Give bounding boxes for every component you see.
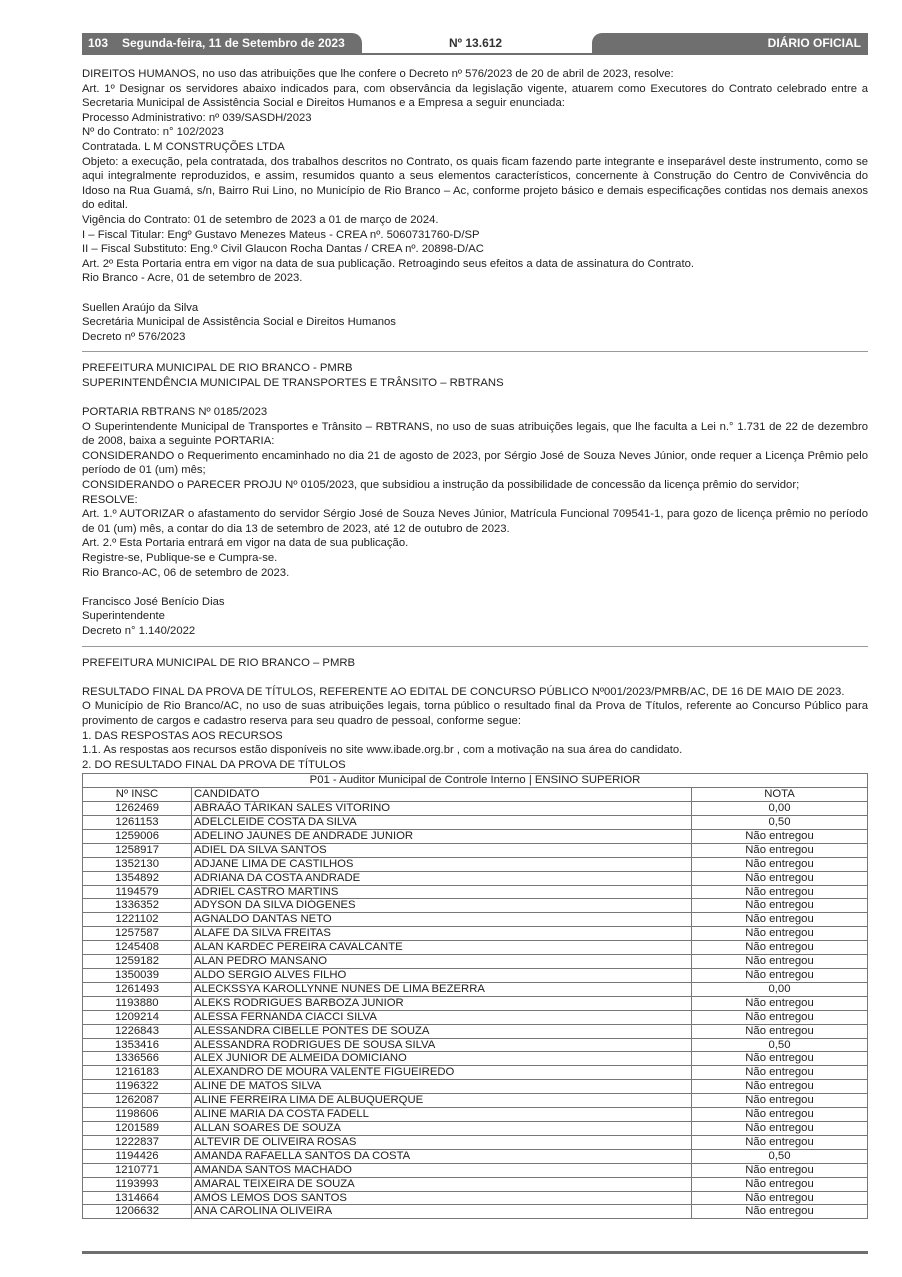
cell-candidate: ABRAÃO TÁRIKAN SALES VITORINO xyxy=(192,802,692,816)
cell-candidate: ALAFE DA SILVA FREITAS xyxy=(192,927,692,941)
publication-title: DIÁRIO OFICIAL xyxy=(767,36,861,50)
cell-insc: 1196322 xyxy=(83,1080,192,1094)
cell-candidate: ALTEVIR DE OLIVEIRA ROSAS xyxy=(192,1135,692,1149)
table-row xyxy=(83,802,868,816)
cell-candidate: ADELCLEIDE COSTA DA SILVA xyxy=(192,816,692,830)
table-row xyxy=(83,829,868,843)
paragraph: II – Fiscal Substituto: Eng.º Civil Glaucon Rocha Dantas / CREA nº. 20898-D/AC xyxy=(82,243,484,256)
table-row xyxy=(83,1135,868,1149)
table-row xyxy=(83,969,868,983)
paragraph: Art. 2.º Esta Portaria entrará em vigor na data de sua publicação. xyxy=(82,537,409,550)
cell-insc: 1352130 xyxy=(83,857,192,871)
section-heading: SUPERINTENDÊNCIA MUNICIPAL DE TRANSPORTES E TRÂNSITO – RBTRANS xyxy=(82,376,504,389)
cell-grade: Não entregou xyxy=(692,1108,868,1122)
paragraph: RESULTADO FINAL DA PROVA DE TÍTULOS, REFERENTE AO EDITAL DE CONCURSO PÚBLICO Nº001/2023/PMRB/AC, DE 16 DE MAIO DE 2023. xyxy=(82,685,845,698)
cell-insc: 1201589 xyxy=(83,1121,192,1135)
cell-insc: 1336352 xyxy=(83,899,192,913)
cell-grade: Não entregou xyxy=(692,829,868,843)
cell-grade: Não entregou xyxy=(692,996,868,1010)
table-row xyxy=(83,843,868,857)
paragraph: Art. 2º Esta Portaria entra em vigor na data de sua publicação. Retroagindo seus efeitos a data de assinatura do Contrato. xyxy=(82,257,695,270)
section-divider xyxy=(82,351,868,352)
cell-candidate: ALEXANDRO DE MOURA VALENTE FIGUEIREDO xyxy=(192,1066,692,1080)
portaria-title: PORTARIA RBTRANS Nº 0185/2023 xyxy=(82,406,268,419)
page-header xyxy=(82,33,868,53)
table-row xyxy=(83,1052,868,1066)
table-row xyxy=(83,913,868,927)
cell-candidate: ALESSA FERNANDA CIACCI SILVA xyxy=(192,1010,692,1024)
document-body xyxy=(82,55,868,1219)
table-row xyxy=(83,1191,868,1205)
cell-candidate: ALEKS RODRIGUES BARBOZA JUNIOR xyxy=(192,996,692,1010)
cell-candidate: ALAN PEDRO MANSANO xyxy=(192,955,692,969)
table-row xyxy=(83,941,868,955)
table-row xyxy=(83,1108,868,1122)
cell-grade: 0,00 xyxy=(692,802,868,816)
cell-candidate: ALINE FERREIRA LIMA DE ALBUQUERQUE xyxy=(192,1094,692,1108)
paragraph: 2. DO RESULTADO FINAL DA PROVA DE TÍTULOS xyxy=(82,758,346,771)
cell-candidate: ALAN KARDEC PEREIRA CAVALCANTE xyxy=(192,941,692,955)
cell-insc: 1216183 xyxy=(83,1066,192,1080)
cell-insc: 1222837 xyxy=(83,1135,192,1149)
paragraph: DIREITOS HUMANOS, no uso das atribuições que lhe confere o Decreto nº 576/2023 de 20 de abril de 2023, resolve: xyxy=(82,68,674,80)
signatory-decree: Decreto n° 1.140/2022 xyxy=(82,624,196,637)
cell-grade: Não entregou xyxy=(692,885,868,899)
cell-candidate: ALESSANDRA CIBELLE PONTES DE SOUZA xyxy=(192,1024,692,1038)
gazette-page xyxy=(82,33,868,1219)
cell-candidate: ADYSON DA SILVA DIÓGENES xyxy=(192,899,692,913)
cell-insc: 1259182 xyxy=(83,955,192,969)
cell-insc: 1198606 xyxy=(83,1108,192,1122)
paragraph: O Superintendente Municipal de Transportes e Trânsito – RBTRANS, no uso de suas atribuições legais, que lhe faculta a Lei n.° 1.731 de 22 de dezembro de 2008, baixa a seguinte PORTARIA: xyxy=(82,420,868,448)
cell-insc: 1261493 xyxy=(83,982,192,996)
table-row xyxy=(83,871,868,885)
cell-grade: Não entregou xyxy=(692,843,868,857)
cell-grade: 0,50 xyxy=(692,1038,868,1052)
cell-insc: 1193880 xyxy=(83,996,192,1010)
paragraph: I – Fiscal Titular: Engº Gustavo Menezes Mateus - CREA nº. 5060731760-D/SP xyxy=(82,228,480,241)
paragraph: O Município de Rio Branco/AC, no uso de suas atribuições legais, torna público o resultado final da Prova de Títulos, referente ao Concurso Público para provimento de cargos e cadastro reserva para seu quadro de pessoal, conforme segue: xyxy=(82,700,868,727)
cell-candidate: ALINE MARIA DA COSTA FADELL xyxy=(192,1108,692,1122)
table-row xyxy=(83,1080,868,1094)
signatory-role: Superintendente xyxy=(82,610,165,623)
cell-insc: 1209214 xyxy=(83,1010,192,1024)
paragraph: Objeto: a execução, pela contratada, dos trabalhos descritos no Contrato, os quais ficam fazendo parte integrante e inseparável deste instrumento, como se aqui integralmente reproduzidos, e assim, resumidos quanto a seus elementos característicos, concernente à Construção do Centro de Convivência do Idoso na Rua Guamá, s/n, Bairro Rui Lino, no Município de Rio Branco – Ac, conforme projeto básico e demais especificações contidas nos demais anexos do edital. xyxy=(82,155,868,212)
cell-grade: Não entregou xyxy=(692,857,868,871)
cell-candidate: ALINE DE MATOS SILVA xyxy=(192,1080,692,1094)
table-row xyxy=(83,927,868,941)
cell-insc: 1210771 xyxy=(83,1163,192,1177)
paragraph: Art. 1.º AUTORIZAR o afastamento do servidor Sérgio José de Souza Neves Júnior, Matrícula Funcional 709541-1, para gozo de licença prêmio no período de 01 (um) mês, a contar do dia 13 de setembro de 2023, até 12 de outubro de 2023. xyxy=(82,508,868,535)
table-row xyxy=(83,982,868,996)
cell-candidate: ADRIEL CASTRO MARTINS xyxy=(192,885,692,899)
cell-grade: Não entregou xyxy=(692,871,868,885)
paragraph: Registre-se, Publique-se e Cumpra-se. xyxy=(82,552,278,564)
cell-candidate: ADELINO JAUNES DE ANDRADE JUNIOR xyxy=(192,829,692,843)
table-row xyxy=(83,996,868,1010)
section-heading: PREFEITURA MUNICIPAL DE RIO BRANCO – PMRB xyxy=(82,656,356,669)
cell-candidate: AGNALDO DANTAS NETO xyxy=(192,913,692,927)
issue-number: Nº 13.612 xyxy=(449,36,503,50)
cell-grade: Não entregou xyxy=(692,1205,868,1219)
table-row xyxy=(83,1177,868,1191)
paragraph: Vigência do Contrato: 01 de setembro de 2023 a 01 de março de 2024. xyxy=(82,213,439,226)
issue-date: Segunda-feira, 11 de Setembro de 2023 xyxy=(122,36,345,50)
paragraph: Nº do Contrato: n° 102/2023 xyxy=(82,126,224,139)
signatory-name: Suellen Araújo da Silva xyxy=(82,301,199,314)
cell-insc: 1261153 xyxy=(83,816,192,830)
cell-grade: Não entregou xyxy=(692,1191,868,1205)
cell-grade: Não entregou xyxy=(692,1080,868,1094)
cell-insc: 1259006 xyxy=(83,829,192,843)
table-row xyxy=(83,1094,868,1108)
paragraph: Rio Branco - Acre, 01 de setembro de 2023. xyxy=(82,272,303,285)
cell-grade: Não entregou xyxy=(692,1177,868,1191)
cell-grade: Não entregou xyxy=(692,1010,868,1024)
cell-insc: 1262087 xyxy=(83,1094,192,1108)
paragraph: 1.1. As respostas aos recursos estão disponíveis no site www.ibade.org.br , com a motivação na sua área do candidato. xyxy=(82,744,683,757)
cell-insc: 1258917 xyxy=(83,843,192,857)
section-contest-results xyxy=(82,656,868,1220)
paragraph: Processo Administrativo: nº 039/SASDH/2023 xyxy=(82,111,312,124)
page-number: 103 xyxy=(88,36,109,50)
paragraph: Art. 1º Designar os servidores abaixo indicados para, com observância da legislação vigente, atuarem como Executores do Contrato celebrado entre a Secretaria Municipal de Assistência Social e Direitos Humanos e a Empresa a seguir enunciada: xyxy=(82,82,868,110)
signatory-name: Francisco José Benício Dias xyxy=(82,595,225,608)
table-row xyxy=(83,816,868,830)
section-rbtrans-portaria xyxy=(82,361,868,638)
cell-candidate: ALESSANDRA RODRIGUES DE SOUSA SILVA xyxy=(192,1038,692,1052)
cell-grade: 0,50 xyxy=(692,816,868,830)
cell-insc: 1336566 xyxy=(83,1052,192,1066)
cell-grade: Não entregou xyxy=(692,969,868,983)
column-header-insc: Nº INSC xyxy=(83,788,192,802)
paragraph: CONSIDERANDO o PARECER PROJU Nº 0105/2023, que subsidiou a instrução da possibilidade de concessão da licença prêmio do servidor; xyxy=(82,479,800,492)
cell-grade: Não entregou xyxy=(692,1135,868,1149)
header-left-band xyxy=(82,33,362,53)
cell-grade: Não entregou xyxy=(692,1024,868,1038)
table-row xyxy=(83,899,868,913)
cell-grade: Não entregou xyxy=(692,927,868,941)
cell-candidate: ADRIANA DA COSTA ANDRADE xyxy=(192,871,692,885)
cell-insc: 1354892 xyxy=(83,871,192,885)
cell-insc: 1350039 xyxy=(83,969,192,983)
header-right-band xyxy=(592,33,868,53)
column-header-candidate: CANDIDATO xyxy=(192,788,692,802)
cell-grade: Não entregou xyxy=(692,1094,868,1108)
cell-candidate: ALDO SERGIO ALVES FILHO xyxy=(192,969,692,983)
cell-grade: Não entregou xyxy=(692,1052,868,1066)
paragraph: CONSIDERANDO o Requerimento encaminhado no dia 21 de agosto de 2023, por Sérgio José de Souza Neves Júnior, onde requer a Licença Prêmio pelo período de 01 (um) mês; xyxy=(82,449,868,477)
table-row xyxy=(83,1205,868,1219)
cell-insc: 1262469 xyxy=(83,802,192,816)
cell-insc: 1194579 xyxy=(83,885,192,899)
cell-candidate: AMANDA SANTOS MACHADO xyxy=(192,1163,692,1177)
signature-block xyxy=(82,301,868,345)
section-heading: PREFEITURA MUNICIPAL DE RIO BRANCO - PMRB xyxy=(82,362,353,375)
table-row xyxy=(83,857,868,871)
cell-grade: Não entregou xyxy=(692,1121,868,1135)
paragraph: RESOLVE: xyxy=(82,493,138,506)
cell-insc: 1193993 xyxy=(83,1177,192,1191)
cell-candidate: AMARAL TEIXEIRA DE SOUZA xyxy=(192,1177,692,1191)
cell-grade: Não entregou xyxy=(692,955,868,969)
cell-grade: Não entregou xyxy=(692,941,868,955)
cell-candidate: ADJANE LIMA DE CASTILHOS xyxy=(192,857,692,871)
cell-candidate: ALEX JUNIOR DE ALMEIDA DOMICIANO xyxy=(192,1052,692,1066)
table-row xyxy=(83,1066,868,1080)
table-body xyxy=(83,802,868,1219)
table-row xyxy=(83,1038,868,1052)
signatory-role: Secretária Municipal de Assistência Social e Direitos Humanos xyxy=(82,316,396,329)
column-header-grade: NOTA xyxy=(692,788,868,802)
section-divider xyxy=(82,646,868,647)
signatory-decree: Decreto nº 576/2023 xyxy=(82,330,186,343)
table-row xyxy=(83,1010,868,1024)
cell-grade: Não entregou xyxy=(692,1163,868,1177)
table-row xyxy=(83,1121,868,1135)
cell-insc: 1194426 xyxy=(83,1149,192,1163)
cell-insc: 1353416 xyxy=(83,1038,192,1052)
paragraph: 1. DAS RESPOSTAS AOS RECURSOS xyxy=(82,729,283,742)
footer-rule xyxy=(82,1251,868,1254)
table-row xyxy=(83,1024,868,1038)
table-row xyxy=(83,1149,868,1163)
cell-candidate: AMÓS LEMOS DOS SANTOS xyxy=(192,1191,692,1205)
results-table xyxy=(82,773,868,1219)
cell-insc: 1221102 xyxy=(83,913,192,927)
cell-insc: 1226843 xyxy=(83,1024,192,1038)
cell-candidate: AMANDA RAFAELLA SANTOS DA COSTA xyxy=(192,1149,692,1163)
cell-grade: Não entregou xyxy=(692,1066,868,1080)
cell-grade: Não entregou xyxy=(692,913,868,927)
cell-candidate: ALECKSSYA KAROLLYNNE NUNES DE LIMA BEZERRA xyxy=(192,982,692,996)
table-row xyxy=(83,1163,868,1177)
table-caption: P01 - Auditor Municipal de Controle Interno | ENSINO SUPERIOR xyxy=(83,774,868,788)
cell-insc: 1314664 xyxy=(83,1191,192,1205)
cell-insc: 1206632 xyxy=(83,1205,192,1219)
paragraph: Contratada. L M CONSTRUÇÕES LTDA xyxy=(82,140,285,153)
section-contract-portaria xyxy=(82,67,868,344)
cell-insc: 1245408 xyxy=(83,941,192,955)
cell-grade: Não entregou xyxy=(692,899,868,913)
cell-candidate: ANA CAROLINA OLIVEIRA xyxy=(192,1205,692,1219)
signature-block xyxy=(82,595,868,639)
paragraph: Rio Branco-AC, 06 de setembro de 2023. xyxy=(82,566,290,579)
table-row xyxy=(83,955,868,969)
cell-grade: 0,50 xyxy=(692,1149,868,1163)
cell-candidate: ALLAN SOARES DE SOUZA xyxy=(192,1121,692,1135)
cell-candidate: ADIEL DA SILVA SANTOS xyxy=(192,843,692,857)
cell-grade: 0,00 xyxy=(692,982,868,996)
table-row xyxy=(83,885,868,899)
cell-insc: 1257587 xyxy=(83,927,192,941)
